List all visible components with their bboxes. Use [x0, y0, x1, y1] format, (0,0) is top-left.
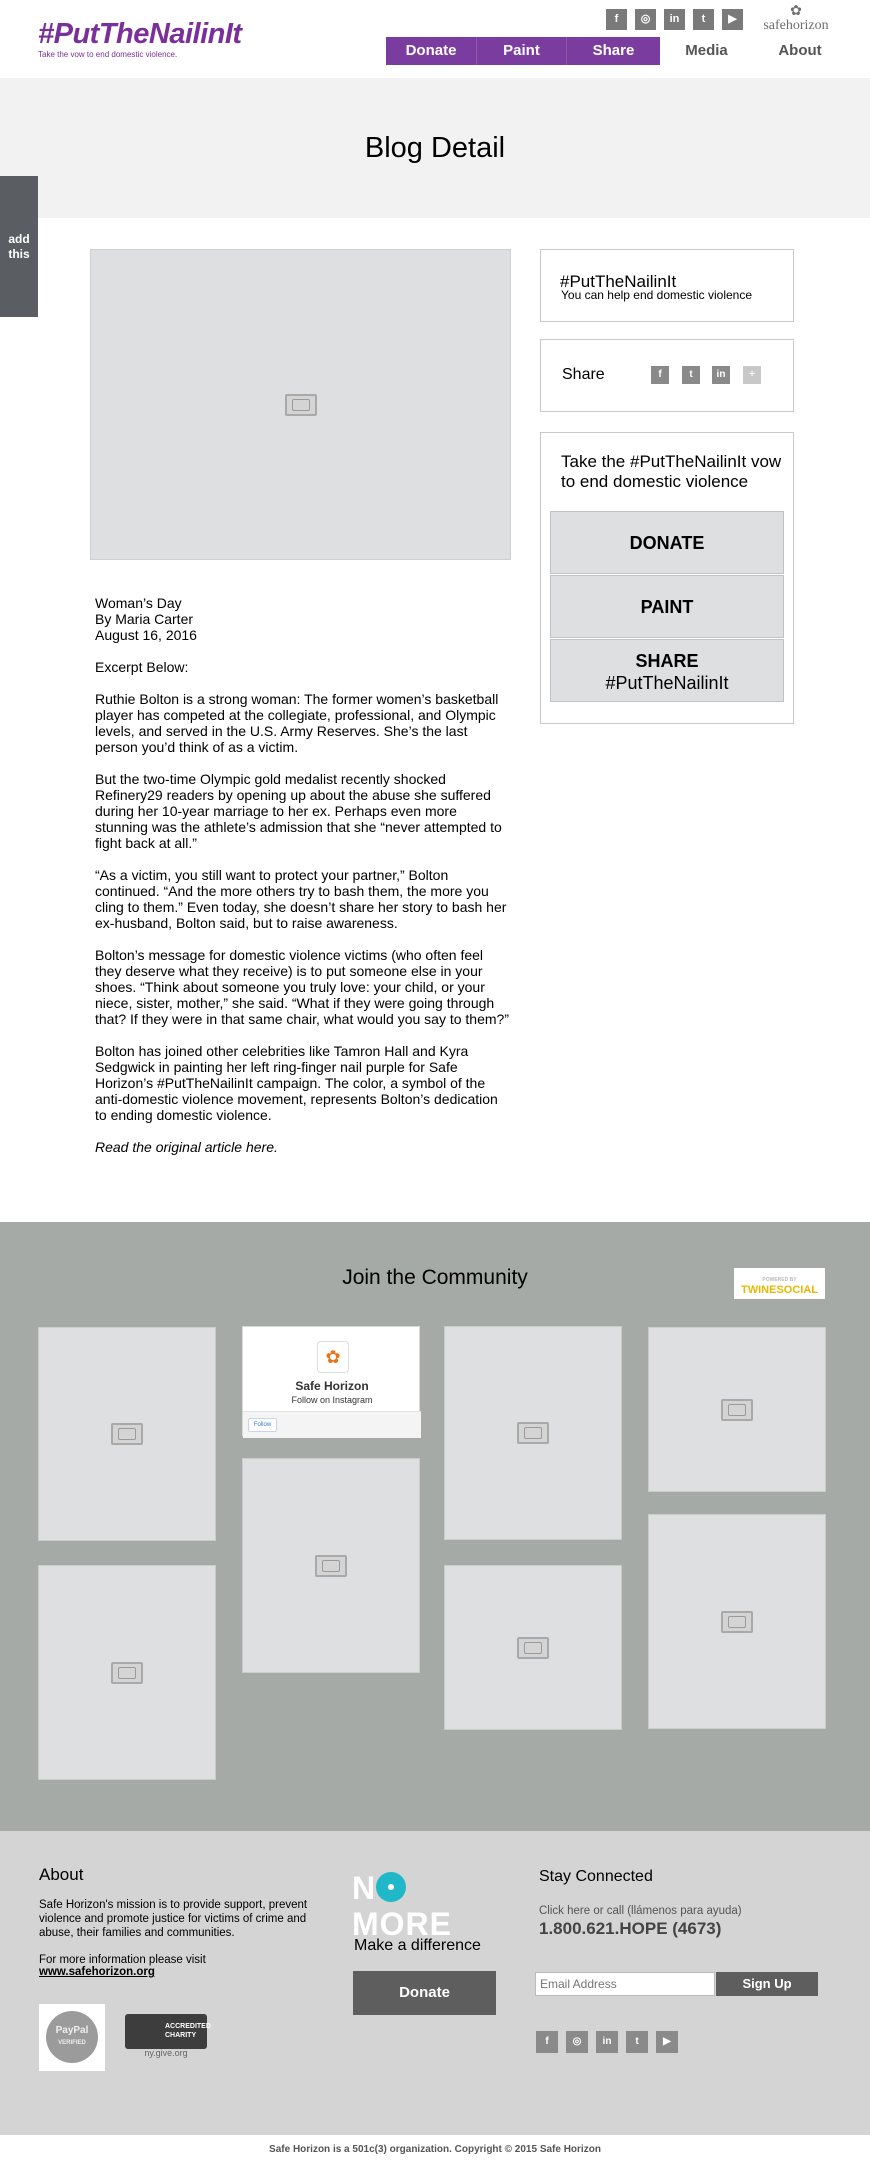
article-author: By Maria Carter: [95, 611, 194, 627]
article-body: [95, 595, 510, 1171]
bbb-badge-label: ACCREDITED CHARITY: [165, 2023, 211, 2039]
cta-share-label: SHARE: [635, 651, 699, 671]
promo-title: #PutTheNailinIt: [560, 272, 677, 291]
paypal-seal: [46, 2011, 98, 2063]
bbb-accredited-badge[interactable]: [125, 2014, 211, 2049]
image-placeholder-icon: [111, 1662, 143, 1684]
footer-about-text: Safe Horizon's mission is to provide support, prevent violence and promote justice for victims of crime and abuse, their families and communities.: [39, 1899, 308, 1939]
cta-share-hashtag: #PutTheNailinIt: [605, 673, 729, 693]
copyright-text: Safe Horizon is a 501c(3) organization. Copyright © 2015 Safe Horizon: [269, 2144, 601, 2155]
vow-text: Take the #PutTheNailinIt vow to end domestic violence: [561, 452, 782, 491]
promo-subtitle: You can help end domestic violence: [561, 288, 753, 302]
instagram-card-footer: [243, 1411, 421, 1438]
email-field[interactable]: [535, 1972, 715, 1996]
facebook-icon[interactable]: f: [651, 366, 669, 384]
addthis-label-2: this: [8, 247, 30, 261]
social-tile[interactable]: [38, 1565, 216, 1780]
paypal-seal-name: PayPal: [55, 2025, 89, 2036]
logo-tagline: Take the vow to end domestic violence.: [38, 50, 178, 59]
article-paragraph: “As a victim, you still want to protect your partner,” Bolton continued. “And the more others try to bash them, the more you cling to them.” Even today, she doesn’t share her story to bash her ex-husband, Bolton said, but to raise awareness.: [95, 867, 507, 931]
addthis-tab[interactable]: [0, 176, 38, 317]
nav-media[interactable]: Media: [685, 42, 728, 59]
flower-icon: ✿: [790, 4, 802, 19]
twitter-icon[interactable]: t: [626, 2031, 648, 2053]
site-logo[interactable]: [38, 18, 242, 64]
paypal-seal-status: VERIFIED: [58, 2040, 86, 2046]
image-placeholder-icon: [517, 1422, 549, 1444]
linkedin-icon[interactable]: in: [596, 2031, 618, 2053]
image-placeholder-icon: [517, 1637, 549, 1659]
article-paragraph: But the two-time Olympic gold medalist recently shocked Refinery29 readers by opening up about the abuse she suffered during her 10-year marriage to her ex. Perhaps even more stunning was the athlete’s admission that she “never attempted to fight back at all.”: [95, 771, 502, 851]
no-more-logo[interactable]: [352, 1870, 492, 1942]
youtube-icon[interactable]: ▶: [722, 9, 743, 30]
youtube-icon[interactable]: ▶: [656, 2031, 678, 2053]
plus-icon[interactable]: +: [743, 366, 761, 384]
article-source: Woman’s Day: [95, 595, 182, 611]
hotline-phone[interactable]: 1.800.621.HOPE (4673): [539, 1919, 722, 1938]
safe-horizon-wordmark: safehorizon: [763, 18, 829, 33]
image-placeholder-icon: [721, 1611, 753, 1633]
social-tile[interactable]: [648, 1514, 826, 1729]
no-more-logo-n: N: [352, 1870, 377, 1906]
sign-up-button[interactable]: Sign Up: [716, 1972, 818, 1996]
instagram-account-name: Safe Horizon: [295, 1379, 369, 1393]
image-placeholder-icon: [285, 394, 317, 416]
social-tile[interactable]: [242, 1458, 420, 1673]
addthis-label-1: add: [8, 232, 30, 246]
read-original-link[interactable]: Read the original article here.: [95, 1139, 278, 1155]
twitter-icon[interactable]: t: [693, 9, 714, 30]
image-placeholder-icon: [315, 1555, 347, 1577]
stay-connected-title: Stay Connected: [539, 1868, 653, 1885]
linkedin-icon[interactable]: in: [664, 9, 685, 30]
no-more-dot-icon: [376, 1872, 406, 1902]
make-difference-heading: Make a difference: [354, 1937, 481, 1954]
safe-horizon-avatar: ✿: [317, 1341, 349, 1373]
facebook-icon[interactable]: f: [606, 9, 627, 30]
twine-badge-top: POWERED BY: [762, 1277, 797, 1283]
article-date: August 16, 2016: [95, 627, 197, 643]
instagram-follow-text: Follow on Instagram: [291, 1395, 373, 1405]
cta-paint-button[interactable]: PAINT: [550, 575, 784, 638]
instagram-icon[interactable]: ◎: [566, 2031, 588, 2053]
facebook-icon[interactable]: f: [536, 2031, 558, 2053]
call-text[interactable]: Click here or call (llámenos para ayuda): [539, 1905, 742, 1917]
footer-more-info: For more information please visit: [39, 1954, 206, 1966]
image-placeholder-icon: [721, 1399, 753, 1421]
cta-share-button[interactable]: [550, 639, 784, 702]
page-title: Blog Detail: [364, 132, 506, 164]
linkedin-icon[interactable]: in: [712, 366, 730, 384]
nav-share[interactable]: Share: [566, 37, 660, 65]
social-tile[interactable]: [444, 1565, 622, 1730]
bbb-url: ny.give.org: [144, 2048, 188, 2058]
instagram-icon[interactable]: ◎: [635, 9, 656, 30]
community-title: Join the Community: [342, 1266, 528, 1289]
footer-about-title: About: [39, 1865, 84, 1884]
twitter-icon[interactable]: t: [682, 366, 700, 384]
cta-donate-button[interactable]: DONATE: [550, 511, 784, 574]
paypal-verified-badge[interactable]: [39, 2004, 105, 2071]
no-more-logo-word: MORE: [352, 1906, 452, 1942]
logo-text: #PutTheNailinIt: [38, 18, 242, 50]
article-paragraph: Bolton has joined other celebrities like Tamron Hall and Kyra Sedgwick in painting her left ring-finger nail purple for Safe Horizon’s #PutTheNailinIt campaign. The color, a symbol of the anti-domestic violence movement, represents Bolton’s dedication to ending domestic violence.: [95, 1043, 498, 1123]
image-placeholder-icon: [111, 1423, 143, 1445]
nav-donate[interactable]: Donate: [386, 37, 476, 65]
article-paragraph: Ruthie Bolton is a strong woman: The former women’s basketball player has competed at the collegiate, professional, and Olympic levels, and served in the U.S. Army Reserves. She’s the last person you’d think of as a victim.: [95, 691, 499, 755]
footer-website-link[interactable]: www.safehorizon.org: [39, 1966, 155, 1978]
footer-donate-button[interactable]: Donate: [353, 1971, 496, 2015]
social-tile[interactable]: [38, 1327, 216, 1541]
social-tile[interactable]: [444, 1326, 622, 1540]
safe-horizon-logo[interactable]: [760, 6, 832, 34]
nav-paint[interactable]: Paint: [476, 37, 566, 65]
excerpt-label: Excerpt Below:: [95, 659, 189, 675]
article-image: [90, 249, 511, 560]
twine-badge-label: TWINESOCIAL: [741, 1284, 818, 1296]
share-label: Share: [562, 366, 605, 383]
instagram-card[interactable]: [242, 1326, 420, 1436]
twine-social-badge[interactable]: [734, 1268, 825, 1299]
nav-about[interactable]: About: [778, 42, 822, 59]
article-paragraph: Bolton’s message for domestic violence victims (who often feel they deserve what they receive) is to put someone else in your shoes. “Think about someone you truly love: your child, or your niece, sister, mother,” she said. “What if they were going through that? If they were in that same chair, what would you say to them?”: [95, 947, 509, 1027]
social-tile[interactable]: [648, 1327, 826, 1492]
instagram-follow-button[interactable]: Follow: [248, 1418, 277, 1432]
